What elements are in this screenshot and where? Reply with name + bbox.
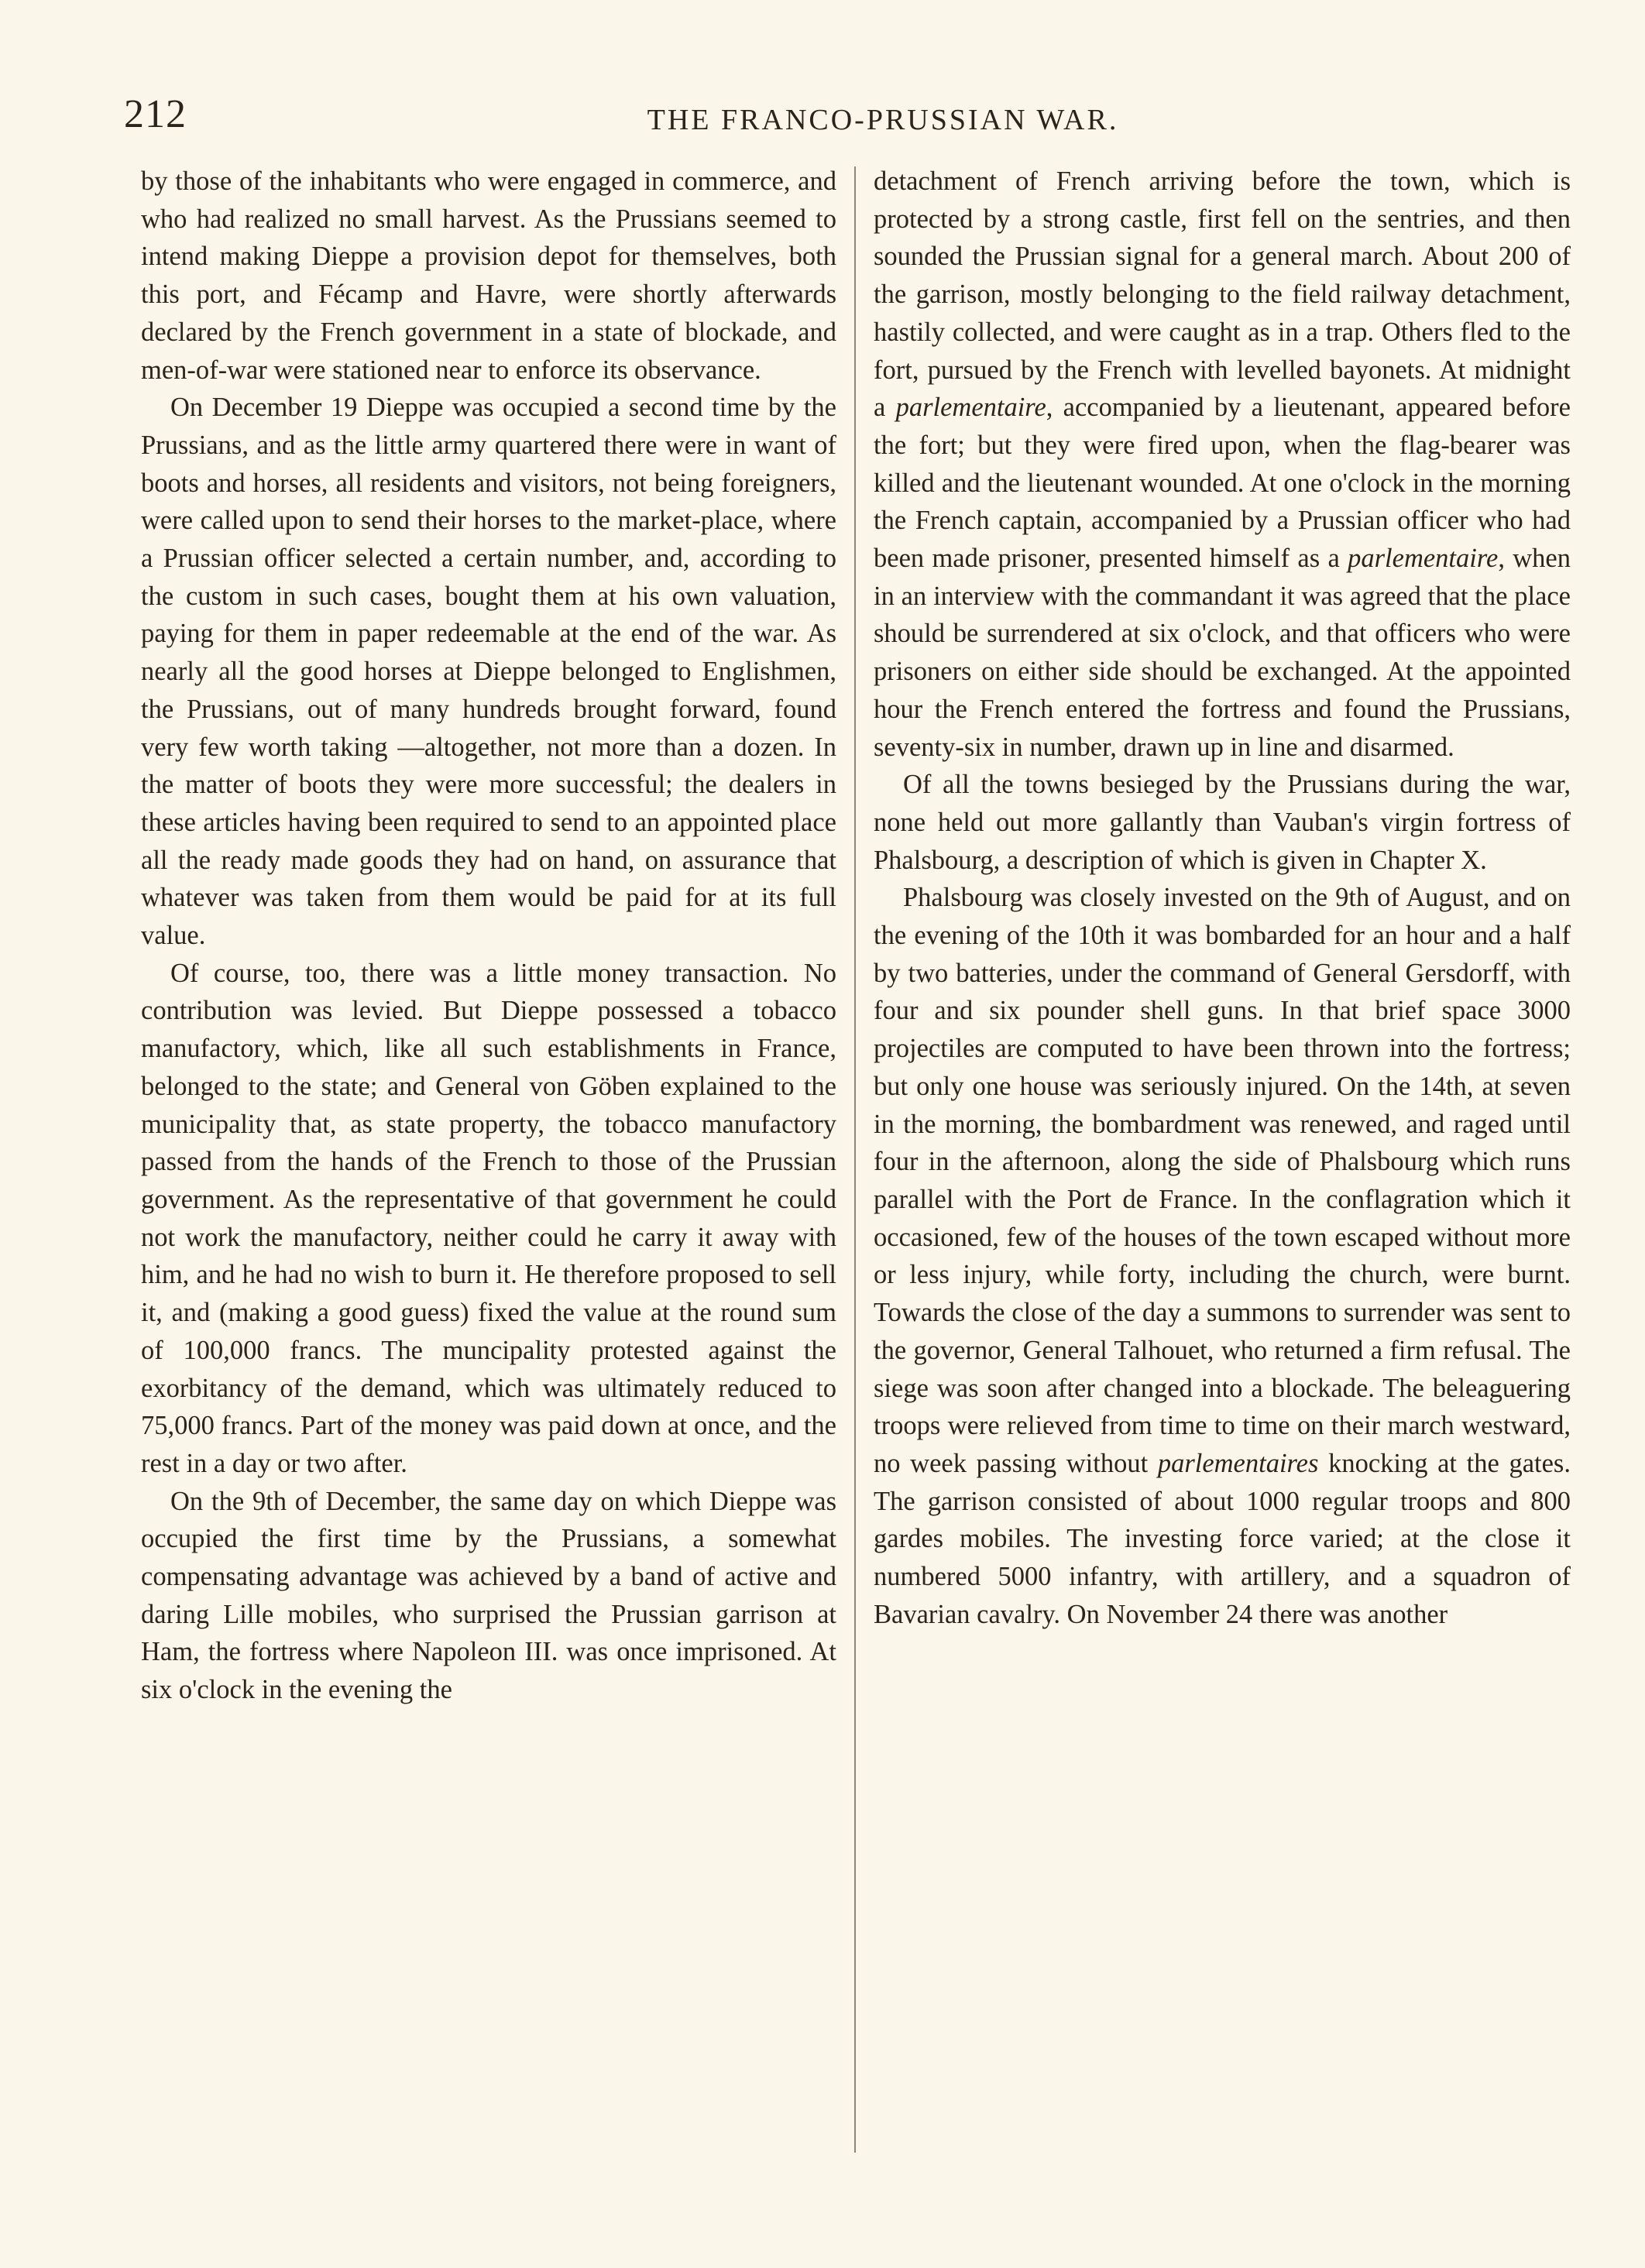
left-column xyxy=(141,163,836,1709)
text-run: Phalsbourg was closely invested on the 9th of August, and on the evening of the 10th it was bombarded for an hour and a half by two batteries, under the command of General Gersdorff, with four and six pounder shell guns. In that brief space 3000 projectiles are computed to have been thrown into the fortress; but only one house was seriously injured. On the 14th, at seven in the morning, the bombardment was renewed, and raged until four in the afternoon, along the side of Phalsbourg which runs parallel with the Port de France. In the conflagration which it occasioned, few of the houses of the town escaped without more or less injury, while forty, including the church, were burnt. Towards the close of the day a summons to surrender was sent to the governor, General Talhouet, who returned a firm refusal. The siege was soon after changed into a blockade. The beleaguering troops were relieved from time to time on their march westward, no week passing without xyxy=(874,883,1571,1478)
paragraph: Of all the towns besieged by the Prussians during the war, none held out more gallantly than Vauban's virgin fortress of Phalsbourg, a description of which is given in Chapter X. xyxy=(874,770,1571,875)
paragraph: On the 9th of December, the same day on which Dieppe was occupied the first time by the Prussians, a somewhat compensating advantage was achieved by a band of active and daring Lille mobiles, who surprised the Prussian garrison at Ham, the fortress where Napoleon III. was once imprisoned. At six o'clock in the evening the xyxy=(141,1486,836,1705)
paragraph: On December 19 Dieppe was occupied a second time by the Prussians, and as the little army quartered there were in want of boots and horses, all residents and visitors, not being foreigners, were called upon to send their horses to the market-place, where a Prussian officer selected a certain number, and, according to the custom in such cases, bought them at his own valuation, paying for them in paper redeemable at the end of the war. As nearly all the good horses at Dieppe belonged to Englishmen, the Prussians, out of many hundreds brought forward, found very few worth taking —altogether, not more than a dozen. In the matter of boots they were more successful; the dealers in these articles having been required to send to an appointed place all the ready made goods they had on hand, on assurance that whatever was taken from them would be paid for at its full value. xyxy=(141,393,836,951)
text-run: , accompanied by a lieutenant, appeared before the fort; but they were fired upon, when the flag-bearer was killed and the lieutenant wounded. At one o'clock in the morning the French captain, accompanied by a Prussian officer who had been made prisoner, presented himself as a xyxy=(874,393,1571,574)
paragraph: by those of the inhabitants who were engaged in commerce, and who had realized no small harvest. As the Prussians seemed to intend making Dieppe a provision depot for themselves, both this port, and Fécamp and Havre, were shortly afterwards declared by the French government in a state of blockade, and men-of-war were stationed near to enforce its observance. xyxy=(141,166,836,385)
paragraph: Of course, too, there was a little money transaction. No contribution was levied. But Dieppe possessed a tobacco manufactory, which, like all such establishments in France, belonged to the state; and General von Göben explained to the municipality that, as state property, the tobacco manufactory passed from the hands of the French to those of the Prussian government. As the representative of that government he could not work the manufactory, neither could he carry it away with him, and he had no wish to burn it. He therefore proposed to sell it, and (making a good guess) fixed the value at the round sum of 100,000 francs. The muncipality protested against the exorbitancy of the demand, which was ultimately reduced to 75,000 francs. Part of the money was paid down at once, and the rest in a day or two after. xyxy=(141,958,836,1478)
text-run: detachment of French arriving before the town, which is protected by a strong castle, first fell on the sentries, and then sounded the Prussian signal for a general march. About 200 of the garrison, mostly belonging to the field railway detachment, hastily collected, and were caught as in a trap. Others fled to the fort, pursued by the French with levelled bayonets. At midnight a xyxy=(874,166,1571,423)
italic-term: parlementaire xyxy=(895,393,1046,423)
italic-term: parlementaire xyxy=(1348,544,1499,574)
right-column xyxy=(874,163,1571,1633)
italic-term: parlementaires xyxy=(1157,1448,1319,1478)
text-run: , when in an interview with the commandant it was agreed that the place should be surrendered at six o'clock, and that officers who were prisoners on either side should be exchanged. At the appointed hour the French entered the fortress and found the Prussians, seventy-six in number, drawn up in line and disarmed. xyxy=(874,544,1571,762)
paragraph xyxy=(874,879,1571,1633)
text-run: knocking at the gates. The garrison consisted of about 1000 regular troops and 800 gardes mobiles. The investing force varied; at the close it numbered 5000 infantry, with artillery, and a squadron of Bavarian cavalry. On November 24 there was another xyxy=(874,1448,1571,1629)
column-divider xyxy=(854,166,856,2153)
paragraph xyxy=(874,163,1571,766)
page-number: 212 xyxy=(124,92,187,136)
running-title: THE FRANCO-PRUSSIAN WAR. xyxy=(647,104,1119,136)
